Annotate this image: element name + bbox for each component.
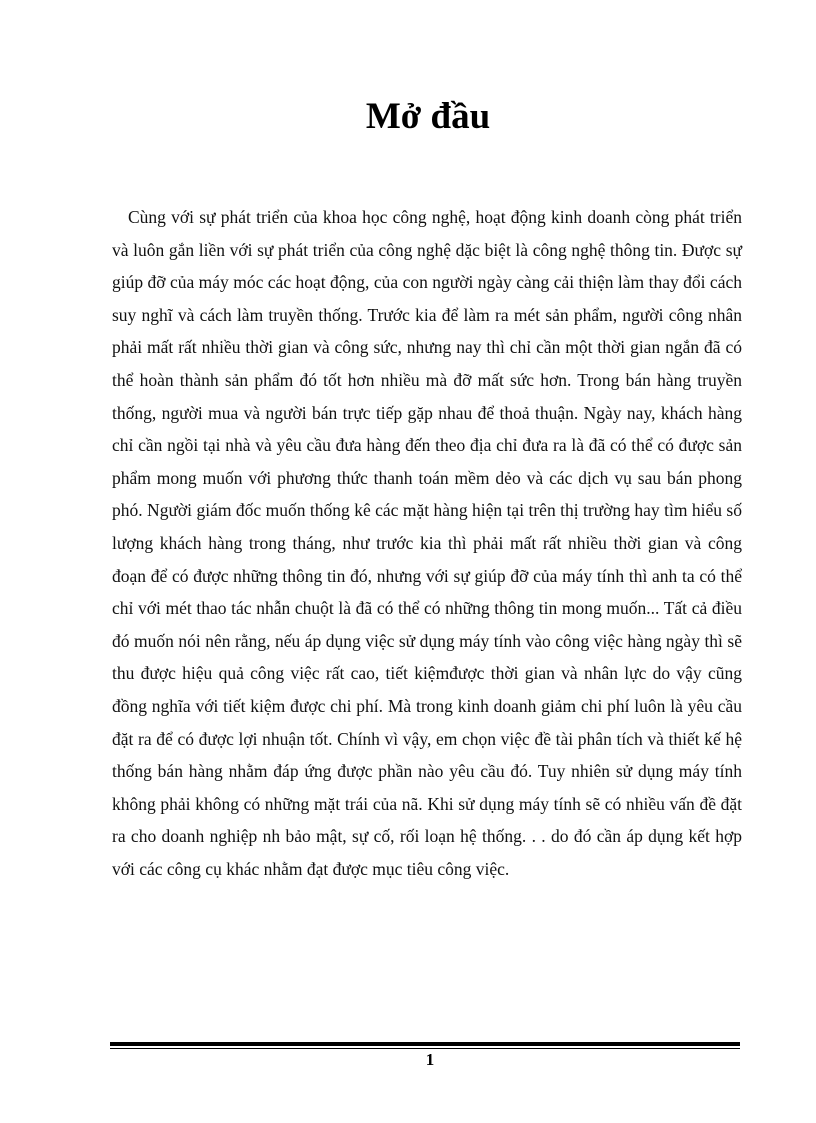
page-title: Mở đầu	[365, 96, 491, 137]
footer-divider-thick	[110, 1042, 740, 1046]
intro-paragraph: Cùng với sự phát triển của khoa học công nghệ, hoạt động kinh doanh còng phát triển và luôn gắn liền với sự phát triển của công nghệ dặc biệt là công nghệ thông tin. Được sự giúp đỡ của máy móc các hoạt động, của con người ngày càng cải thiện làm thay đổi cách suy nghĩ và cách làm truyền thống. Trước kia để làm ra mét sản phẩm, người công nhân phải mất rất nhiều thời gian và công sức, nhưng nay thì chỉ cần một thời gian ngắn đã có thể hoàn thành sản phẩm đó tốt hơn nhiều mà đỡ mất sức hơn. Trong bán hàng truyền thống, người mua và người bán trực tiếp gặp nhau để thoả thuận. Ngày nay, khách hàng chỉ cần ngồi tại nhà và yêu cầu đưa hàng đến theo địa chỉ đưa ra là đã có thể có được sản phẩm mong muốn với phương thức thanh toán mềm dẻo và các dịch vụ sau bán phong phó. Người giám đốc muốn thống kê các mặt hàng hiện tại trên thị trường hay tìm hiểu số lượng khách hàng trong tháng, như trước kia thì phải mất rất nhiều thời gian và công đoạn để có được những thông tin đó, nhưng với sự giúp đỡ của máy tính thì anh ta có thể chỉ với mét thao tác nhẫn chuột là đã có thể có những thông tin mong muốn... Tất cả điều đó muốn nói nên rằng, nếu áp dụng việc sử dụng máy tính vào công việc hàng ngày thì sẽ thu được hiệu quả công việc rất cao, tiết kiệmđược thời gian và nhân lực do vậy cũng đồng nghĩa với tiết kiệm được chi phí. Mà trong kinh doanh giảm chi phí luôn là yêu cầu đặt ra để có được lợi nhuận tốt. Chính vì vậy, em chọn việc đề tài phân tích và thiết kế hệ thống bán hàng nhằm đáp ứng được phần nào yêu cầu đó. Tuy nhiên sử dụng máy tính không phải không có những mặt trái của nã. Khi sử dụng máy tính sẽ có nhiều vấn đề đặt ra cho doanh nghiệp nh bảo mật, sự cố, rối loạn hệ thống. . . do đó cần áp dụng kết hợp với các công cụ khác nhằm đạt được mục tiêu công việc.	[112, 207, 742, 879]
page-number: 1	[425, 1050, 435, 1069]
footer-divider	[110, 1042, 740, 1049]
